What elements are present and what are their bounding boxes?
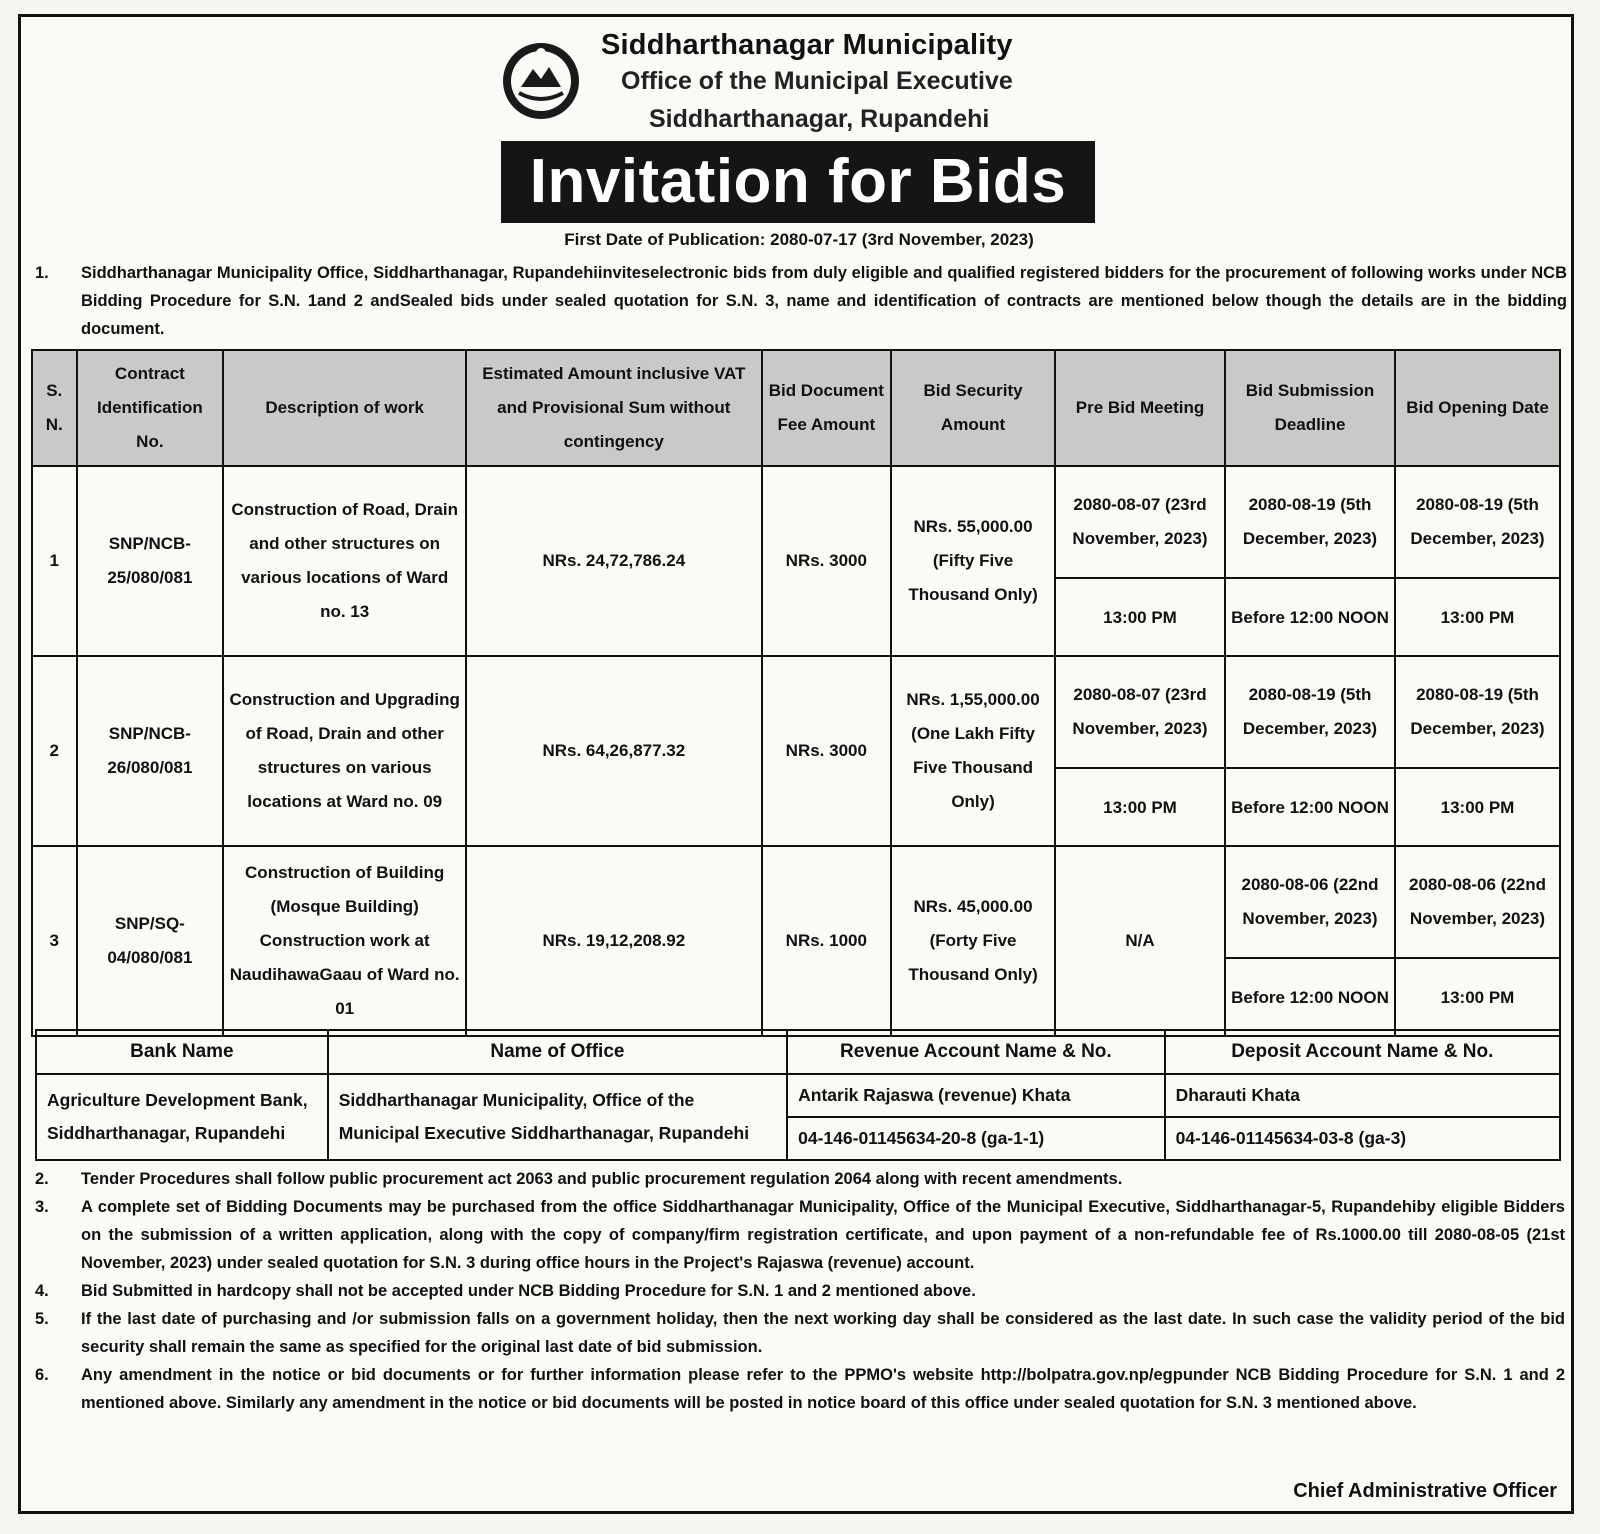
deposit-account-number-cell: 04-146-01145634-03-8 (ga-3) xyxy=(1165,1117,1560,1160)
note-text: If the last date of purchasing and /or submission falls on a government holiday, then the next working day shall be considered as the last date. In such case the validity period of the bid security shall remain the same as specified for the original last date of bid submission. xyxy=(81,1310,1565,1356)
organization-name: Siddharthanagar Municipality xyxy=(601,29,1013,61)
column-header: Bid Opening Date xyxy=(1395,350,1560,466)
sn-cell: 2 xyxy=(32,656,77,846)
publication-date: First Date of Publication: 2080-07-17 (3rd November, 2023) xyxy=(564,230,1034,249)
bid-table xyxy=(31,349,1561,1037)
note-text: Bid Submitted in hardcopy shall not be accepted under NCB Bidding Procedure for S.N. 1 and 2 mentioned above. xyxy=(81,1282,976,1300)
paragraph-number: 1. xyxy=(35,264,49,282)
description-cell: Construction of Road, Drain and other structures on various locations of Ward no. 13 xyxy=(223,466,466,656)
contract-id-cell: SNP/SQ-04/080/081 xyxy=(77,846,224,1036)
sn-cell: 3 xyxy=(32,846,77,1036)
prebid-time-cell: 13:00 PM xyxy=(1055,768,1225,846)
column-header: Description of work xyxy=(223,350,466,466)
table-row xyxy=(32,846,1560,958)
opening-time-cell: 13:00 PM xyxy=(1395,578,1560,656)
notes-section xyxy=(21,1165,1577,1417)
intro-paragraph xyxy=(21,259,1579,343)
sn-cell: 1 xyxy=(32,466,77,656)
revenue-account-number-cell: 04-146-01145634-20-8 (ga-1-1) xyxy=(787,1117,1164,1160)
deadline-time-cell: Before 12:00 NOON xyxy=(1225,958,1395,1036)
column-header: S. N. xyxy=(32,350,77,466)
prebid-date-cell: 2080-08-07 (23rd November, 2023) xyxy=(1055,656,1225,768)
table-row xyxy=(32,466,1560,578)
amount-cell: NRs. 24,72,786.24 xyxy=(466,466,761,656)
note-number: 5. xyxy=(35,1310,49,1328)
column-header: Bid Document Fee Amount xyxy=(762,350,892,466)
amount-cell: NRs. 19,12,208.92 xyxy=(466,846,761,1036)
office-location: Siddharthanagar, Rupandehi xyxy=(649,105,990,133)
deadline-time-cell: Before 12:00 NOON xyxy=(1225,578,1395,656)
page-title: Invitation for Bids xyxy=(501,141,1095,223)
revenue-account-name-cell: Antarik Rajaswa (revenue) Khata xyxy=(787,1074,1164,1117)
column-header: Deposit Account Name & No. xyxy=(1165,1030,1560,1074)
note-text: Any amendment in the notice or bid documents or for further information please refer to the PPMO's website http://bolpatra.gov.np/egpunder NCB Bidding Procedure for S.N. 1 and 2 mentioned above. Similarly any amendment in the notice or bid documents will be posted in notice board of this office under sealed quotation for S.N. 3 mentioned above. xyxy=(81,1366,1565,1412)
office-name: Office of the Municipal Executive xyxy=(621,67,1013,95)
description-cell: Construction of Building (Mosque Building) Construction work at NaudihawaGaau of Ward no. 01 xyxy=(223,846,466,1036)
bank-table-header-row xyxy=(36,1030,1560,1074)
notice-header xyxy=(21,17,1571,249)
contract-id-cell: SNP/NCB-26/080/081 xyxy=(77,656,224,846)
column-header: Revenue Account Name & No. xyxy=(787,1030,1164,1074)
description-cell: Construction and Upgrading of Road, Drain and other structures on various locations at Ward no. 09 xyxy=(223,656,466,846)
note-item xyxy=(21,1361,1577,1417)
notice-page xyxy=(18,14,1574,1514)
contract-id-cell: SNP/NCB-25/080/081 xyxy=(77,466,224,656)
opening-time-cell: 13:00 PM xyxy=(1395,768,1560,846)
fee-cell: NRs. 3000 xyxy=(762,466,892,656)
paragraph-text: Siddharthanagar Municipality Office, Siddharthanagar, Rupandehiinviteselectronic bids from duly eligible and qualified registered bidders for the procurement of following works under NCB Bidding Procedure for S.N. 1and 2 andSealed bids under sealed quotation for S.N. 3, name and identification of contracts are mentioned below though the details are in the bidding document. xyxy=(81,264,1567,338)
note-number: 4. xyxy=(35,1282,49,1300)
fee-cell: NRs. 3000 xyxy=(762,656,892,846)
table-row xyxy=(36,1074,1560,1117)
column-header: Bid Submission Deadline xyxy=(1225,350,1395,466)
opening-date-cell: 2080-08-06 (22nd November, 2023) xyxy=(1395,846,1560,958)
opening-date-cell: 2080-08-19 (5th December, 2023) xyxy=(1395,656,1560,768)
bid-table-header-row xyxy=(32,350,1560,466)
prebid-time-cell: 13:00 PM xyxy=(1055,578,1225,656)
amount-cell: NRs. 64,26,877.32 xyxy=(466,656,761,846)
deadline-date-cell: 2080-08-19 (5th December, 2023) xyxy=(1225,466,1395,578)
column-header: Contract Identification No. xyxy=(77,350,224,466)
office-name-cell: Siddharthanagar Municipality, Office of the Municipal Executive Siddharthanagar, Rupandehi xyxy=(328,1074,787,1160)
note-item xyxy=(21,1305,1577,1361)
security-cell: NRs. 45,000.00 (Forty Five Thousand Only) xyxy=(891,846,1055,1036)
security-cell: NRs. 1,55,000.00 (One Lakh Fifty Five Thousand Only) xyxy=(891,656,1055,846)
deposit-account-name-cell: Dharauti Khata xyxy=(1165,1074,1560,1117)
prebid-cell: N/A xyxy=(1055,846,1225,1036)
bank-table xyxy=(35,1029,1561,1161)
deadline-time-cell: Before 12:00 NOON xyxy=(1225,768,1395,846)
note-number: 3. xyxy=(35,1198,49,1216)
note-item xyxy=(21,1193,1577,1277)
note-item xyxy=(21,1165,1577,1193)
column-header: Pre Bid Meeting xyxy=(1055,350,1225,466)
signature-title: Chief Administrative Officer xyxy=(1293,1480,1557,1502)
security-cell: NRs. 55,000.00 (Fifty Five Thousand Only) xyxy=(891,466,1055,656)
fee-cell: NRs. 1000 xyxy=(762,846,892,1036)
bank-name-cell: Agriculture Development Bank, Siddharthanagar, Rupandehi xyxy=(36,1074,328,1160)
deadline-date-cell: 2080-08-19 (5th December, 2023) xyxy=(1225,656,1395,768)
government-emblem-icon xyxy=(499,39,583,123)
table-row xyxy=(32,656,1560,768)
note-number: 2. xyxy=(35,1170,49,1188)
note-text: A complete set of Bidding Documents may be purchased from the office Siddharthanagar Municipality, Office of the Municipal Executive, Siddharthanagar-5, Rupandehiby eligible Bidders on the submission of a written application, along with the copy of company/firm registration certificate, and upon payment of a non-refundable fee of Rs.1000.00 till 2080-08-05 (21st November, 2023) under sealed quotation for S.N. 3 during office hours in the Project's Rajaswa (revenue) account. xyxy=(81,1198,1565,1272)
column-header: Estimated Amount inclusive VAT and Provisional Sum without contingency xyxy=(466,350,761,466)
opening-date-cell: 2080-08-19 (5th December, 2023) xyxy=(1395,466,1560,578)
note-text: Tender Procedures shall follow public procurement act 2063 and public procurement regulation 2064 along with recent amendments. xyxy=(81,1170,1123,1188)
prebid-date-cell: 2080-08-07 (23rd November, 2023) xyxy=(1055,466,1225,578)
column-header: Bid Security Amount xyxy=(891,350,1055,466)
deadline-date-cell: 2080-08-06 (22nd November, 2023) xyxy=(1225,846,1395,958)
opening-time-cell: 13:00 PM xyxy=(1395,958,1560,1036)
note-number: 6. xyxy=(35,1366,49,1384)
column-header: Name of Office xyxy=(328,1030,787,1074)
note-item xyxy=(21,1277,1577,1305)
column-header: Bank Name xyxy=(36,1030,328,1074)
